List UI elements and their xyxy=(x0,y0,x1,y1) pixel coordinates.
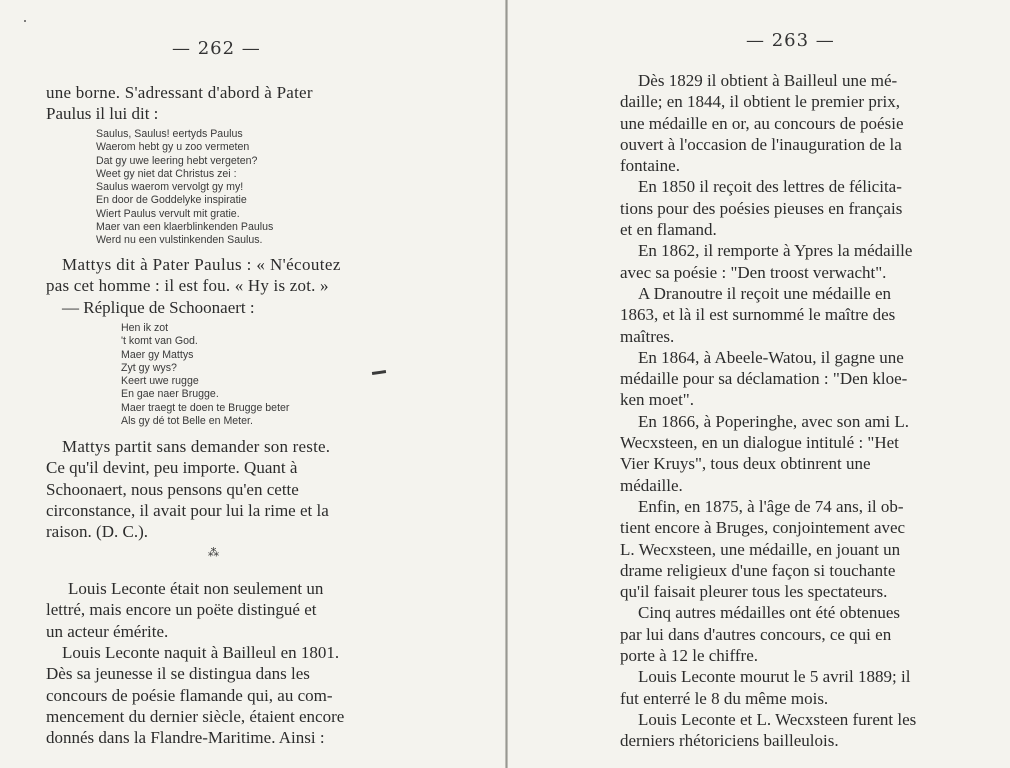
text-line: ouvert à l'occasion de l'inauguration de la xyxy=(620,134,902,154)
closing-paragraph xyxy=(46,436,330,542)
text-line: circonstance, il avait pour lui la rime et la xyxy=(46,500,329,520)
poem-line: Werd nu een vulstinkenden Saulus. xyxy=(96,234,263,247)
text-line: Cinq autres médailles ont été obtenues xyxy=(638,603,901,623)
page-number-263: — 263 — xyxy=(746,30,835,51)
text-line: En 1850 il reçoit des lettres de félicita- xyxy=(638,177,902,197)
poem-line: Keert uwe rugge xyxy=(121,375,199,388)
text-line: drame religieux d'une façon si touchante xyxy=(620,560,896,580)
text-line: En 1862, il remporte à Ypres la médaille xyxy=(638,241,913,261)
mattys-dialogue xyxy=(46,254,341,318)
opening-lines xyxy=(46,82,313,125)
text-line: Paulus il lui dit : xyxy=(46,104,159,124)
text-line: En 1866, à Poperinghe, avec son ami L. xyxy=(638,411,909,431)
text-line: 1863, et là il est surnommé le maître des xyxy=(620,305,896,325)
text-line: Louis Leconte mourut le 5 avril 1889; il xyxy=(638,667,911,687)
leconte-intro xyxy=(46,578,323,642)
text-line: Dès sa jeunesse il se distingua dans les xyxy=(46,664,310,684)
text-line: Mattys partit sans demander son reste. xyxy=(62,437,331,456)
text-line: A Dranoutre il reçoit une médaille en xyxy=(638,283,892,303)
text-line: porte à 12 le chiffre. xyxy=(620,646,758,666)
text-line: une borne. S'adressant d'abord à Pater xyxy=(46,83,313,102)
text-line: maîtres. xyxy=(620,326,675,346)
text-line: tient encore à Bruges, conjointement avec xyxy=(620,518,906,538)
poem-line: Maer van een klaerblinkenden Paulus xyxy=(96,221,274,234)
leconte-birth xyxy=(46,642,344,748)
text-line: un acteur émérite. xyxy=(46,621,169,641)
text-line: lettré, mais encore un poëte distingué et xyxy=(46,600,317,620)
text-line: Louis Leconte et L. Wecxsteen furent les xyxy=(638,709,917,729)
text-line: une médaille en or, au concours de poésie xyxy=(620,113,904,133)
text-line: Mattys dit à Pater Paulus : « N'écoutez xyxy=(62,255,341,274)
text-line: fut enterré le 8 du même mois. xyxy=(620,688,829,708)
text-line: fontaine. xyxy=(620,156,680,176)
poem-line: Dat gy uwe leering hebt vergeten? xyxy=(96,154,258,167)
text-line: médaille pour sa déclamation : "Den kloe- xyxy=(620,369,908,389)
text-line: qu'il faisait pleurer tous les spectateurs. xyxy=(620,582,888,602)
section-separator: ⁂ xyxy=(208,546,219,559)
text-line: Vier Kruys", tous deux obtinrent une xyxy=(620,454,871,474)
ink-speck xyxy=(24,20,26,22)
poem-line: Wiert Paulus vervult mit gratie. xyxy=(96,207,240,220)
poem-line: Maer traegt te doen te Brugge beter xyxy=(121,401,290,414)
text-line: L. Wecxsteen, une médaille, en jouant un xyxy=(620,539,901,559)
text-line: — Réplique de Schoonaert : xyxy=(62,297,255,317)
text-line: raison. (D. C.). xyxy=(46,522,148,542)
text-line: concours de poésie flamande qui, au com- xyxy=(46,685,333,705)
poem-line: Maer gy Mattys xyxy=(121,348,194,361)
text-line: Dès 1829 il obtient à Bailleul une mé- xyxy=(638,71,898,90)
text-line: pas cet homme : il est fou. « Hy is zot. » xyxy=(46,276,329,296)
text-line: En 1864, à Abeele-Watou, il gagne une xyxy=(638,347,904,367)
poem-line: Waerom hebt gy u zoo vermeten xyxy=(96,141,250,154)
poem-schoonaert xyxy=(121,322,289,428)
text-line: et en flamand. xyxy=(620,220,717,240)
text-line: Ce qu'il devint, peu importe. Quant à xyxy=(46,458,298,478)
poem-line: En door de Goddelyke inspiratie xyxy=(96,194,247,207)
text-line: derniers rhétoriciens bailleulois. xyxy=(620,731,839,751)
text-line: Louis Leconte naquit à Bailleul en 1801. xyxy=(62,643,340,662)
text-line: Enfin, en 1875, à l'âge de 74 ans, il ob- xyxy=(638,496,904,516)
text-line: mencement du dernier siècle, étaient encore xyxy=(46,706,345,726)
ink-mark xyxy=(372,370,386,375)
poem-line: Hen ik zot xyxy=(121,322,169,334)
text-line: Wecxsteen, en un dialogue intitulé : "Het xyxy=(620,433,899,453)
poem-saulus xyxy=(96,128,273,248)
text-line: Schoonaert, nous pensons qu'en cette xyxy=(46,479,299,499)
poem-line: En gae naer Brugge. xyxy=(121,388,219,401)
poem-line: 't komt van God. xyxy=(121,335,198,348)
poem-line: Saulus, Saulus! eertyds Paulus xyxy=(96,128,243,140)
poem-line: Saulus waerom vervolgt gy my! xyxy=(96,181,244,194)
right-page xyxy=(508,0,1010,768)
text-line: Louis Leconte était non seulement un xyxy=(68,579,324,598)
poem-line: Weet gy niet dat Christus zei : xyxy=(96,167,237,180)
text-line: par lui dans d'autres concours, ce qui en xyxy=(620,624,892,644)
text-line: avec sa poésie : "Den troost verwacht". xyxy=(620,262,887,282)
right-page-body xyxy=(620,70,916,752)
text-line: tions pour des poésies pieuses en français xyxy=(620,198,903,218)
text-line: ken moet". xyxy=(620,390,694,410)
page-number-262: — 262 — xyxy=(172,38,261,59)
text-line: donnés dans la Flandre-Maritime. Ainsi : xyxy=(46,728,325,748)
text-line: médaille. xyxy=(620,475,683,495)
poem-line: Als gy dé tot Belle en Meter. xyxy=(121,415,253,428)
text-line: daille; en 1844, il obtient le premier prix, xyxy=(620,92,900,112)
poem-line: Zyt gy wys? xyxy=(121,361,177,374)
